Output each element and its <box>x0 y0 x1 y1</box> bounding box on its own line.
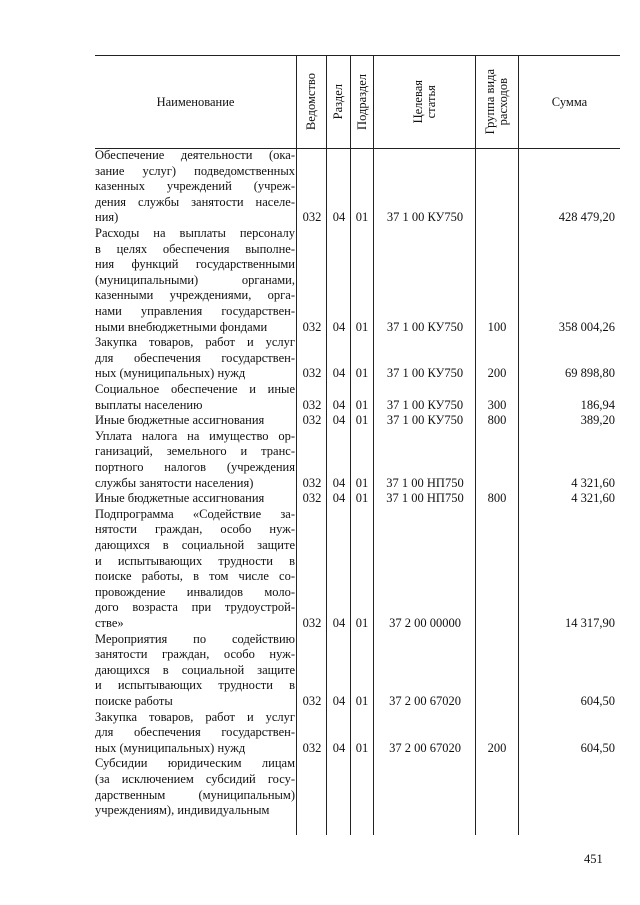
cell-group: 200 <box>487 740 507 755</box>
cell-razdel: 04 <box>332 366 346 381</box>
cell-name <box>95 710 295 757</box>
cell-target: 37 2 00 67020 <box>389 740 461 755</box>
cell-name-line: Обеспечение деятельности (ока- <box>95 148 295 162</box>
cell-name-line: Иные бюджетные ассигнования <box>95 491 265 506</box>
cell-name-line: дого возраста при трудоустрой- <box>95 600 295 615</box>
cell-name <box>95 382 295 413</box>
cell-name <box>95 491 295 507</box>
cell-name-line: нами управления государствен- <box>95 303 295 318</box>
table-row <box>95 226 620 335</box>
cell-target: 37 1 00 КУ750 <box>386 319 464 334</box>
cell-name-line: поиске работы, в том числе со- <box>95 569 295 584</box>
cell-target: 37 2 00 67020 <box>389 693 461 708</box>
cell-vedomstvo: 032 <box>302 413 322 428</box>
cell-podrazdel: 01 <box>355 475 369 490</box>
header-target-line1: Целевая <box>410 80 425 124</box>
cell-podrazdel: 01 <box>355 319 369 334</box>
cell-name-line: ными внебюджетными фондами <box>95 319 268 334</box>
cell-name-line: дающихся в социальной защите <box>95 537 295 552</box>
cell-name-line: казенными учреждениями, орга- <box>95 288 295 303</box>
cell-name-line: портного налогов (учреждения <box>95 459 295 474</box>
header-sum-text: Сумма <box>551 94 588 109</box>
cell-sum: 4 321,60 <box>571 475 615 490</box>
header-name <box>95 56 296 148</box>
cell-group: 300 <box>487 397 507 412</box>
cell-vedomstvo: 032 <box>302 319 322 334</box>
cell-vedomstvo: 032 <box>302 740 322 755</box>
table-row <box>95 335 620 382</box>
cell-name-line: Расходы на выплаты персоналу <box>95 226 295 240</box>
cell-group: 800 <box>487 413 507 428</box>
cell-name-line: для обеспечения государствен- <box>95 350 295 365</box>
cell-name-line: дарственным (муниципальным) <box>95 787 295 802</box>
cell-vedomstvo: 032 <box>302 475 322 490</box>
cell-razdel: 04 <box>332 693 346 708</box>
cell-name-line: ных (муниципальных) нужд <box>95 740 246 755</box>
table-row <box>95 382 620 413</box>
header-razdel <box>327 56 350 148</box>
header-podrazdel <box>351 56 373 148</box>
header-target <box>374 56 475 148</box>
header-target-text <box>412 80 438 123</box>
cell-name-line: в целях обеспечения выполне- <box>95 241 295 256</box>
cell-vedomstvo: 032 <box>302 397 322 412</box>
cell-sum: 604,50 <box>580 693 615 708</box>
cell-name-line: стве» <box>95 615 124 630</box>
cell-name-line: ных (муниципальных) нужд <box>95 366 246 381</box>
table-row <box>95 632 620 710</box>
cell-podrazdel: 01 <box>355 693 369 708</box>
column-divider <box>475 55 476 835</box>
column-divider <box>326 55 327 835</box>
table-row <box>95 429 620 491</box>
cell-razdel: 04 <box>332 475 346 490</box>
table-header <box>95 55 620 149</box>
cell-podrazdel: 01 <box>355 397 369 412</box>
cell-name-line: ния) <box>95 210 119 225</box>
cell-name <box>95 335 295 382</box>
cell-target: 37 1 00 КУ750 <box>386 210 464 225</box>
cell-name-line: зание услуг) подведомственных <box>95 163 295 178</box>
table-body <box>95 147 620 835</box>
cell-name-line: поиске работы <box>95 693 173 708</box>
cell-vedomstvo: 032 <box>302 491 322 506</box>
cell-name-line: дения службы занятости населе- <box>95 194 295 209</box>
cell-group: 100 <box>487 319 507 334</box>
header-vedomstvo-text: Ведомство <box>304 73 318 131</box>
cell-target: 37 1 00 НП750 <box>386 475 464 490</box>
cell-podrazdel: 01 <box>355 210 369 225</box>
cell-name <box>95 756 295 818</box>
cell-name-line: занятости граждан, особо нуж- <box>95 647 295 662</box>
header-name-text: Наименование <box>156 94 235 109</box>
cell-name-line: выплаты населению <box>95 397 203 412</box>
header-group-line2: расходов <box>496 78 510 126</box>
column-divider <box>296 55 297 835</box>
cell-target: 37 2 00 00000 <box>389 615 461 630</box>
cell-razdel: 04 <box>332 319 346 334</box>
cell-podrazdel: 01 <box>355 413 369 428</box>
cell-vedomstvo: 032 <box>302 210 322 225</box>
column-divider <box>350 55 351 835</box>
table-row <box>95 756 620 818</box>
table-row <box>95 491 620 507</box>
cell-name-line: учреждениям), индивидуальным <box>95 803 270 818</box>
column-divider <box>373 55 374 835</box>
cell-name-line: казенных учреждений (учреж- <box>95 179 295 194</box>
cell-target: 37 1 00 КУ750 <box>386 397 464 412</box>
table-row <box>95 507 620 632</box>
cell-name <box>95 632 295 710</box>
cell-name-line: службы занятости населения) <box>95 475 254 490</box>
cell-name <box>95 148 295 226</box>
table-row <box>95 413 620 429</box>
cell-podrazdel: 01 <box>355 366 369 381</box>
cell-name-line: ганизаций, земельного и транс- <box>95 444 295 459</box>
header-razdel-text: Раздел <box>331 84 345 120</box>
cell-name-line: для обеспечения государствен- <box>95 725 295 740</box>
cell-name-line: (за исключением субсидий госу- <box>95 771 295 786</box>
table-row <box>95 710 620 757</box>
cell-sum: 358 004,26 <box>558 319 615 334</box>
column-divider <box>518 55 519 835</box>
cell-name-line: Подпрограмма «Содействие за- <box>95 506 295 521</box>
cell-razdel: 04 <box>332 740 346 755</box>
cell-target: 37 1 00 КУ750 <box>386 366 464 381</box>
cell-podrazdel: 01 <box>355 615 369 630</box>
cell-name-line: и испытывающих трудности в <box>95 678 295 693</box>
cell-name-line: Мероприятия по содействию <box>95 631 295 646</box>
cell-podrazdel: 01 <box>355 491 369 506</box>
header-group-text <box>484 69 510 134</box>
cell-razdel: 04 <box>332 615 346 630</box>
cell-name <box>95 413 295 429</box>
cell-name <box>95 507 295 632</box>
header-group-line1: Группа вида <box>483 69 497 135</box>
cell-target: 37 1 00 НП750 <box>386 491 464 506</box>
cell-name <box>95 429 295 491</box>
cell-name-line: Закупка товаров, работ и услуг <box>95 709 295 724</box>
cell-razdel: 04 <box>332 210 346 225</box>
cell-vedomstvo: 032 <box>302 615 322 630</box>
cell-sum: 14 317,90 <box>565 615 615 630</box>
cell-name-line: (муниципальными) органами, <box>95 272 295 287</box>
cell-sum: 428 479,20 <box>558 210 615 225</box>
header-sum <box>519 56 620 148</box>
cell-vedomstvo: 032 <box>302 693 322 708</box>
cell-name-line: Иные бюджетные ассигнования <box>95 413 265 428</box>
cell-name-line: нятости граждан, особо нуж- <box>95 522 295 537</box>
cell-razdel: 04 <box>332 397 346 412</box>
budget-table <box>95 55 620 818</box>
cell-podrazdel: 01 <box>355 740 369 755</box>
header-podrazdel-text: Подраздел <box>354 74 369 130</box>
cell-razdel: 04 <box>332 413 346 428</box>
cell-name-line: провождение инвалидов моло- <box>95 584 295 599</box>
cell-group: 800 <box>487 491 507 506</box>
cell-name-line: ния функций государственными <box>95 257 295 272</box>
cell-razdel: 04 <box>332 491 346 506</box>
cell-vedomstvo: 032 <box>302 366 322 381</box>
cell-name-line: Социальное обеспечение и иные <box>95 382 295 396</box>
header-vedomstvo <box>297 56 326 148</box>
cell-name-line: и испытывающих трудности в <box>95 553 295 568</box>
cell-sum: 69 898,80 <box>565 366 615 381</box>
cell-name-line: Закупка товаров, работ и услуг <box>95 335 295 350</box>
cell-name <box>95 226 295 335</box>
table-row <box>95 148 620 226</box>
cell-name-line: дающихся в социальной защите <box>95 662 295 677</box>
cell-sum: 4 321,60 <box>571 491 615 506</box>
header-target-line2: статья <box>423 85 438 119</box>
cell-target: 37 1 00 КУ750 <box>386 413 464 428</box>
cell-sum: 186,94 <box>580 397 615 412</box>
cell-sum: 604,50 <box>580 740 615 755</box>
cell-name-line: Субсидии юридическим лицам <box>95 756 295 771</box>
cell-sum: 389,20 <box>580 413 615 428</box>
header-group <box>476 56 518 148</box>
cell-group: 200 <box>487 366 507 381</box>
cell-name-line: Уплата налога на имущество ор- <box>95 428 295 443</box>
page-number: 451 <box>584 852 603 866</box>
